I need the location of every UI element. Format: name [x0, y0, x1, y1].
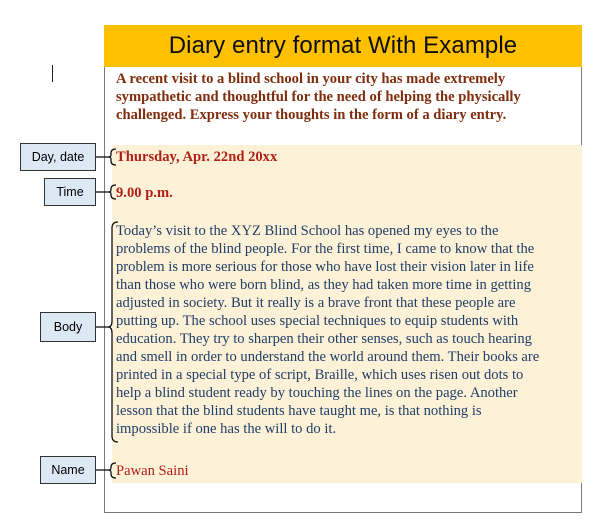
entry-time: 9.00 p.m.: [116, 185, 173, 201]
curly-brace-time: [108, 185, 116, 199]
entry-signature-name: Pawan Saini: [116, 463, 189, 479]
curly-brace-name: [108, 463, 116, 478]
label-body: Body: [40, 312, 96, 342]
label-time: Time: [44, 178, 96, 206]
body-line: Today’s visit to the XYZ Blind School has opened my eyes to the: [116, 223, 499, 239]
body-line: than those who were born blind, as they had taken more time in getting: [116, 277, 532, 293]
curly-brace-body: [108, 222, 118, 442]
body-line: adjusted in society. But it really is a brave front that these people are: [116, 295, 516, 311]
label-day-date: Day, date: [20, 143, 96, 171]
body-line: and smell in order to understand the world around them. Their books are: [116, 349, 540, 365]
page-title: Diary entry format With Example: [168, 32, 518, 59]
body-line: lesson that the blind students have taught me, is that nothing is: [116, 403, 482, 419]
body-line: problems of the blind people. For the first time, I came to know that the: [116, 241, 535, 257]
body-line: impossible if one has the will to do it.: [116, 421, 337, 437]
body-line: problem is more serious for those who have lost their vision later in life: [116, 259, 534, 275]
body-line: help a blind student ready by touching the lines on the page. Another: [116, 385, 518, 401]
prompt-line: sympathetic and thoughtful for the need of helping the physically: [116, 89, 521, 105]
prompt-line: A recent visit to a blind school in your city has made extremely: [116, 71, 506, 87]
entry-date: Thursday, Apr. 22nd 20xx: [116, 149, 278, 165]
prompt-line: challenged. Express your thoughts in the form of a diary entry.: [116, 107, 507, 123]
label-name: Name: [40, 456, 96, 484]
body-line: printed in a special type of script, Braille, which uses risen out dots to: [116, 367, 524, 383]
body-line: education. They try to sharpen their other senses, such as touch hearing: [116, 331, 532, 347]
curly-brace-date: [108, 149, 116, 165]
body-line: putting up. The school uses special techniques to equip students with: [116, 313, 519, 329]
